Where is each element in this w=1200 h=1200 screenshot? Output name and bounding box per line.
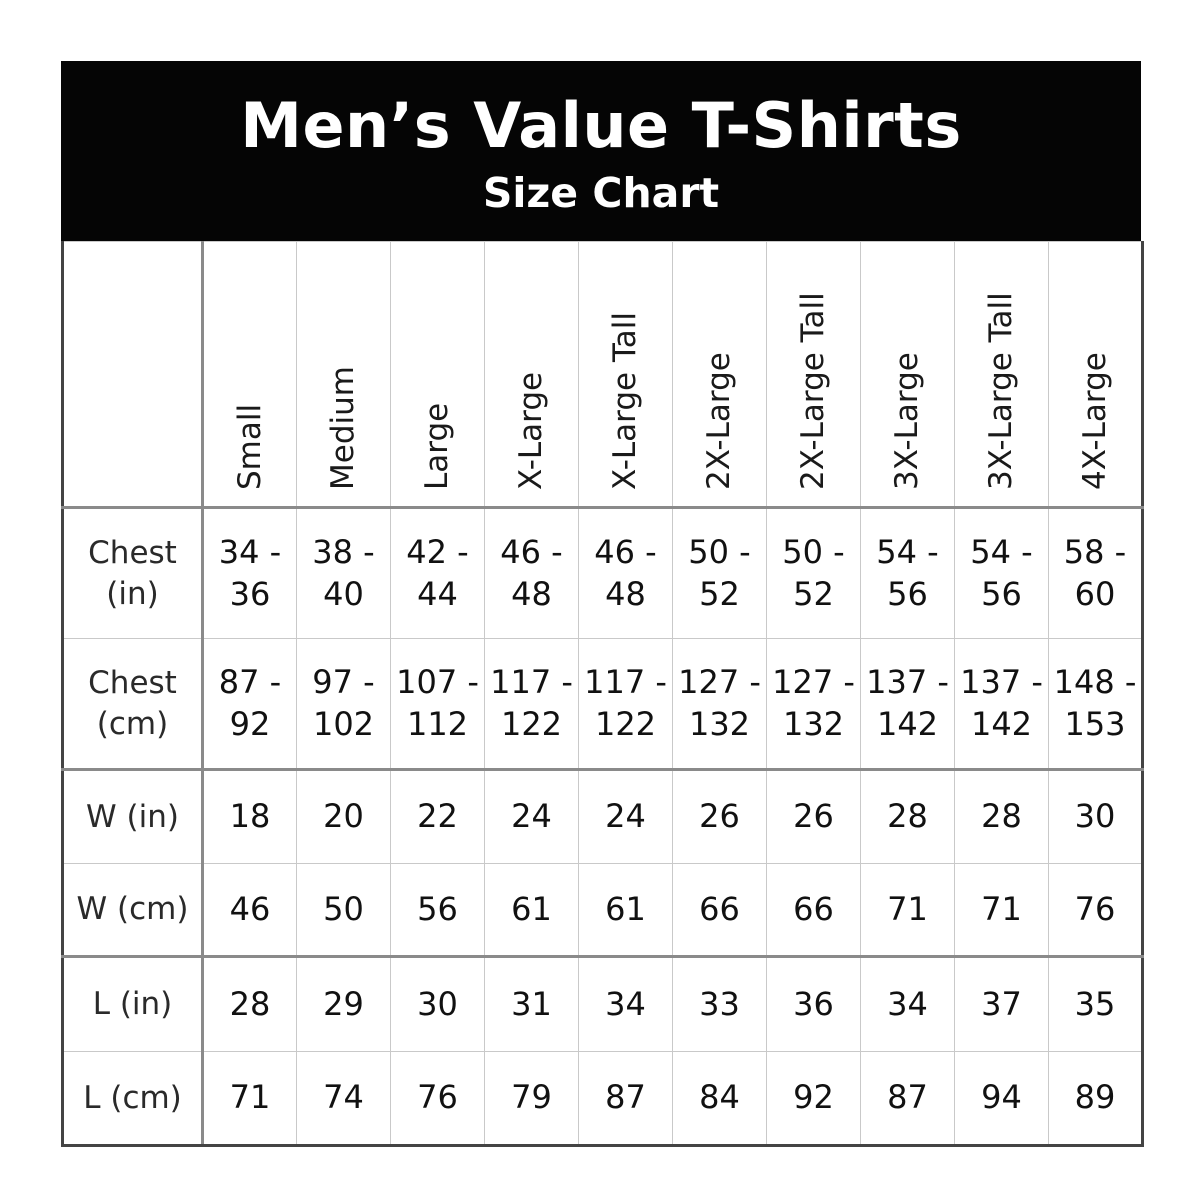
size-header — [203, 242, 297, 508]
row-label: L (cm) — [63, 1052, 203, 1146]
table-cell: 22 — [391, 770, 485, 864]
size-label: X-Large — [513, 371, 549, 490]
size-header — [485, 242, 579, 508]
row-label-line: (cm) — [96, 705, 169, 742]
table-cell: 66 — [767, 864, 861, 957]
row-label: L (in) — [63, 957, 203, 1052]
table-cell: 76 — [1049, 864, 1143, 957]
table-cell: 137 - 142 — [955, 639, 1049, 770]
table-cell: 26 — [767, 770, 861, 864]
row-label — [63, 639, 203, 770]
table-row-length-in — [63, 957, 1143, 1052]
table-cell: 31 — [485, 957, 579, 1052]
row-label-line: Chest — [88, 665, 177, 702]
table-cell: 42 - 44 — [391, 508, 485, 639]
table-row-width-in — [63, 770, 1143, 864]
size-label: 2X-Large Tall — [795, 292, 831, 490]
table-cell: 58 - 60 — [1049, 508, 1143, 639]
table-cell: 26 — [673, 770, 767, 864]
table-cell: 117 - 122 — [485, 639, 579, 770]
table-cell: 24 — [485, 770, 579, 864]
size-header — [767, 242, 861, 508]
chart-header — [61, 61, 1141, 241]
table-cell: 97 - 102 — [297, 639, 391, 770]
table-row-chest-in — [63, 508, 1143, 639]
size-label: 3X-Large — [889, 352, 925, 490]
table-cell: 107 - 112 — [391, 639, 485, 770]
table-cell: 54 - 56 — [955, 508, 1049, 639]
table-row-length-cm — [63, 1052, 1143, 1146]
table-cell: 71 — [861, 864, 955, 957]
table-cell: 61 — [579, 864, 673, 957]
table-cell: 34 - 36 — [203, 508, 297, 639]
table-cell: 37 — [955, 957, 1049, 1052]
table-cell: 29 — [297, 957, 391, 1052]
table-cell: 87 — [579, 1052, 673, 1146]
size-header — [955, 242, 1049, 508]
table-cell: 71 — [955, 864, 1049, 957]
table-cell: 34 — [579, 957, 673, 1052]
table-cell: 54 - 56 — [861, 508, 955, 639]
size-label: 4X-Large — [1076, 352, 1113, 490]
size-table — [61, 241, 1144, 1147]
table-cell: 28 — [861, 770, 955, 864]
table-cell: 36 — [767, 957, 861, 1052]
table-cell: 89 — [1049, 1052, 1143, 1146]
size-header — [673, 242, 767, 508]
table-cell: 61 — [485, 864, 579, 957]
size-label: X-Large Tall — [607, 312, 643, 490]
table-cell: 20 — [297, 770, 391, 864]
table-cell: 71 — [203, 1052, 297, 1146]
size-label: Medium — [325, 366, 361, 490]
table-cell: 74 — [297, 1052, 391, 1146]
size-header — [1049, 242, 1143, 508]
row-label — [63, 508, 203, 639]
table-cell: 56 — [391, 864, 485, 957]
table-cell: 18 — [203, 770, 297, 864]
table-cell: 30 — [1049, 770, 1143, 864]
table-cell: 117 - 122 — [579, 639, 673, 770]
table-cell: 84 — [673, 1052, 767, 1146]
table-cell: 35 — [1049, 957, 1143, 1052]
size-header-row — [63, 242, 1143, 508]
table-cell: 33 — [673, 957, 767, 1052]
chart-subtitle: Size Chart — [482, 169, 720, 217]
table-cell: 87 — [861, 1052, 955, 1146]
size-header — [861, 242, 955, 508]
table-cell: 148 - 153 — [1049, 639, 1143, 770]
size-header — [579, 242, 673, 508]
table-cell: 38 - 40 — [297, 508, 391, 639]
size-label: 3X-Large Tall — [983, 292, 1019, 490]
table-cell: 76 — [391, 1052, 485, 1146]
size-label: Large — [419, 402, 455, 490]
size-label: 2X-Large — [701, 352, 737, 490]
table-cell: 46 — [203, 864, 297, 957]
row-label: W (cm) — [63, 864, 203, 957]
table-cell: 28 — [203, 957, 297, 1052]
table-cell: 79 — [485, 1052, 579, 1146]
size-header — [297, 242, 391, 508]
row-label: W (in) — [63, 770, 203, 864]
table-cell: 127 - 132 — [673, 639, 767, 770]
table-cell: 87 - 92 — [203, 639, 297, 770]
row-label-line: (in) — [106, 575, 159, 612]
table-cell: 28 — [955, 770, 1049, 864]
table-cell: 34 — [861, 957, 955, 1052]
size-chart — [61, 61, 1141, 1141]
table-cell: 46 - 48 — [579, 508, 673, 639]
table-cell: 24 — [579, 770, 673, 864]
size-header — [391, 242, 485, 508]
table-cell: 50 - 52 — [767, 508, 861, 639]
table-cell: 50 - 52 — [673, 508, 767, 639]
table-cell: 30 — [391, 957, 485, 1052]
table-row-width-cm — [63, 864, 1143, 957]
size-label: Small — [231, 403, 268, 490]
table-cell: 46 - 48 — [485, 508, 579, 639]
table-cell: 94 — [955, 1052, 1049, 1146]
table-cell: 137 - 142 — [861, 639, 955, 770]
table-cell: 92 — [767, 1052, 861, 1146]
table-row-chest-cm — [63, 639, 1143, 770]
corner-cell — [63, 242, 203, 508]
chart-title: Men’s Value T-Shirts — [240, 89, 962, 162]
table-cell: 127 - 132 — [767, 639, 861, 770]
table-cell: 50 — [297, 864, 391, 957]
table-cell: 66 — [673, 864, 767, 957]
row-label-line: Chest — [88, 535, 177, 572]
